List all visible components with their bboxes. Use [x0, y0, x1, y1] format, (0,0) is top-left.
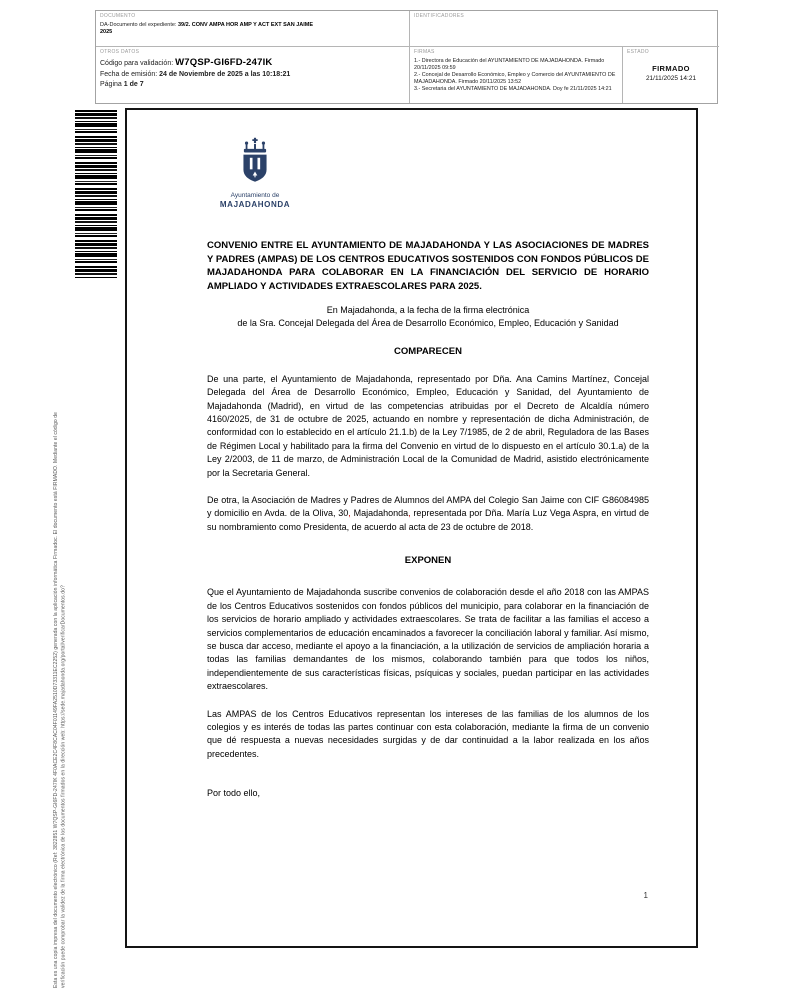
majadahonda-logo [207, 136, 303, 209]
expediente-value: 39/2. CONV AMPA HOR AMP Y ACT EXT SAN JAIME 2025 [100, 22, 314, 35]
para2-red-comma-1: , [348, 508, 351, 519]
page-number: 1 [643, 891, 648, 900]
document-title: CONVENIO ENTRE EL AYUNTAMIENTO DE MAJADAHONDA Y LAS ASOCIACIONES DE MADRES Y PADRES (AMPAS) DE LOS CENTROS EDUCATIVOS SOSTENIDOS CON FONDOS PÚBLICOS DE MAJADAHONDA PARA COLABORAR EN LA FINANCIACIÓN DEL SERVICIO DE HORARIO AMPLIADO Y ACTIVIDADES EXTRAESCOLARES PARA 2025. [207, 240, 649, 292]
document-content [127, 136, 696, 798]
logo-org-line2: MAJADAHONDA [219, 200, 291, 209]
otros-datos-label: OTROS DATOS [100, 49, 140, 55]
place-line-2: de la Sra. Concejal Delegada del Área de Desarrollo Económico, Empleo, Educación y Sanidad [237, 318, 619, 329]
barcode [75, 110, 117, 278]
estado-datetime: 21/11/2025 14:21 [645, 75, 697, 82]
codigo-value: W7QSP-GI6FD-247IK [175, 57, 273, 68]
para2-text-2: Majadahonda [350, 508, 409, 519]
pagina-value: 1 de 7 [123, 80, 144, 88]
para2-red-comma-2: , [408, 508, 411, 519]
codigo-label: Código para validación: [100, 60, 176, 67]
estado-body [627, 64, 715, 82]
otros-datos-cell [96, 47, 410, 103]
fecha-value: 24 de Noviembre de 2025 a las 10:18:21 [159, 71, 291, 78]
firmas-label: FIRMAS [414, 49, 435, 55]
para2-text-1: De otra, la Asociación de Madres y Padres de Alumnos del AMPA del Colegio San Jaime con CIF G86084985 y domicilio en Avda. de la Oliva, 30 [207, 495, 649, 519]
heading-exponen: EXPONEN [404, 555, 452, 567]
otros-datos-body [100, 57, 405, 89]
identificadores-cell [410, 11, 719, 47]
verification-line-2: verificación puede comprobar la validez de la firma electrónica de los documentos firmados en la dirección web: https://sede.majadahonda.org/portal/verificarDocumentos.do? [60, 585, 67, 988]
estado-label: ESTADO [627, 49, 649, 55]
verification-sidebar-text [53, 292, 70, 988]
firmas-cell [410, 47, 623, 103]
estado-value: FIRMADO [652, 64, 690, 73]
firmas-list [414, 58, 618, 93]
firma-item: 2.- Concejal de Desarrollo Económico, Empleo y Comercio del AYUNTAMIENTO DE MAJADAHONDA. Firmado 20/11/2025 13:52 [414, 71, 616, 85]
pagina-label: Página [100, 80, 124, 88]
logo-org-line1: Ayuntamiento de [230, 192, 280, 199]
firma-item: 3.- Secretaria del AYUNTAMIENTO DE MAJADAHONDA. Doy fe 21/11/2025 14:21 [414, 85, 612, 92]
paragraph-comparecen-1: De una parte, el Ayuntamiento de Majadahonda, representado por Dña. Ana Camins Martínez, Concejal Delegada del Área de Desarrollo Económico, Empleo, Educación y Sanidad, del Ayuntamiento de Majadahonda (Madrid), en virtud de las competencias atribuidas por el Decreto de Alcaldía número 4160/2025, de 31 de octubre de 2025, actuando en nombre y representación de dicha Administración, de conformidad con lo establecido en el artículo 21.1.b) de la Ley 7/1985, de 2 de abril, Reguladora de las Bases de Régimen Local y habilitado para la firma del Convenio en virtud de lo dispuesto en el artículo 30.1.a) de la Ley 2/2003, de 11 de marzo, de Administración Local de la Comunidad de Madrid, asistido electrónicamente por la Secretaria General. [207, 373, 649, 478]
para2-text-3: representada por Dña. María Luz Vega Aspra, en virtud de su nombramiento como Presidenta, de acuerdo al acta de 23 de octubre de 2018. [207, 508, 649, 532]
paragraph-comparecen-2 [207, 494, 649, 534]
identificadores-label: IDENTIFICADORES [414, 13, 465, 19]
validation-header-table [95, 10, 718, 104]
verification-line-1: Esta es una copia impresa del documento electrónico (Ref: 3822851 W7QSP-GI6FD-247IK 4F0ACE2C4F8CAC04F01149FA2510D73311EC2252) generada con la aplicación informática Firmadoc. El documento está FIRMADO. Mediante el código de [53, 411, 59, 988]
closing-line: Por todo ello, [207, 788, 261, 799]
paragraph-exponen-2: Las AMPAS de los Centros Educativos representan los intereses de las familias de los alumnos de los colegios y es interés de todas las partes continuar con esta colaboración, mediante la firma de un convenio que dé respuesta a nuevas necesidades surgidas y de dar continuidad a la labor realizada en los años precedentes. [207, 708, 649, 759]
documento-label: DOCUMENTO [100, 13, 136, 19]
firma-item: 1.- Directora de Educación del AYUNTAMIENTO DE MAJADAHONDA. Firmado 20/11/2025 09:59 [414, 58, 605, 71]
majadahonda-crest-icon [235, 136, 275, 184]
expediente-label: DA-Documento del expediente: [100, 22, 178, 28]
place-line-1: En Majadahonda, a la fecha de la firma electrónica [326, 305, 530, 315]
paragraph-exponen-1: Que el Ayuntamiento de Majadahonda suscribe convenios de colaboración desde el año 2018 con las AMPAS de los Centros Educativos sostenidos con fondos públicos del municipio, para colaborar en la financiación de los servicios de horario ampliado y actividades extraescolares. Se trata de facilitar a las familias el acceso a servicios complementarios de educación encaminados a favorecer la conciliación laboral y familiar. Así mismo, se busca dar acceso, mediante el apoyo a la financiación, a la utilización de servicios de ampliación horaria a todas las familias demandantes de los mismos, colaborando también para que todos los niños, independientemente de sus características físicas, psíquicas y sociales, puedan participar en las actividades extraescolares. [207, 587, 649, 692]
documento-cell [96, 11, 410, 47]
estado-cell [623, 47, 719, 103]
heading-comparecen: COMPARECEN [394, 345, 462, 357]
document-page [125, 108, 698, 948]
fecha-label: Fecha de emisión: [100, 71, 160, 78]
expediente-line [100, 22, 325, 36]
